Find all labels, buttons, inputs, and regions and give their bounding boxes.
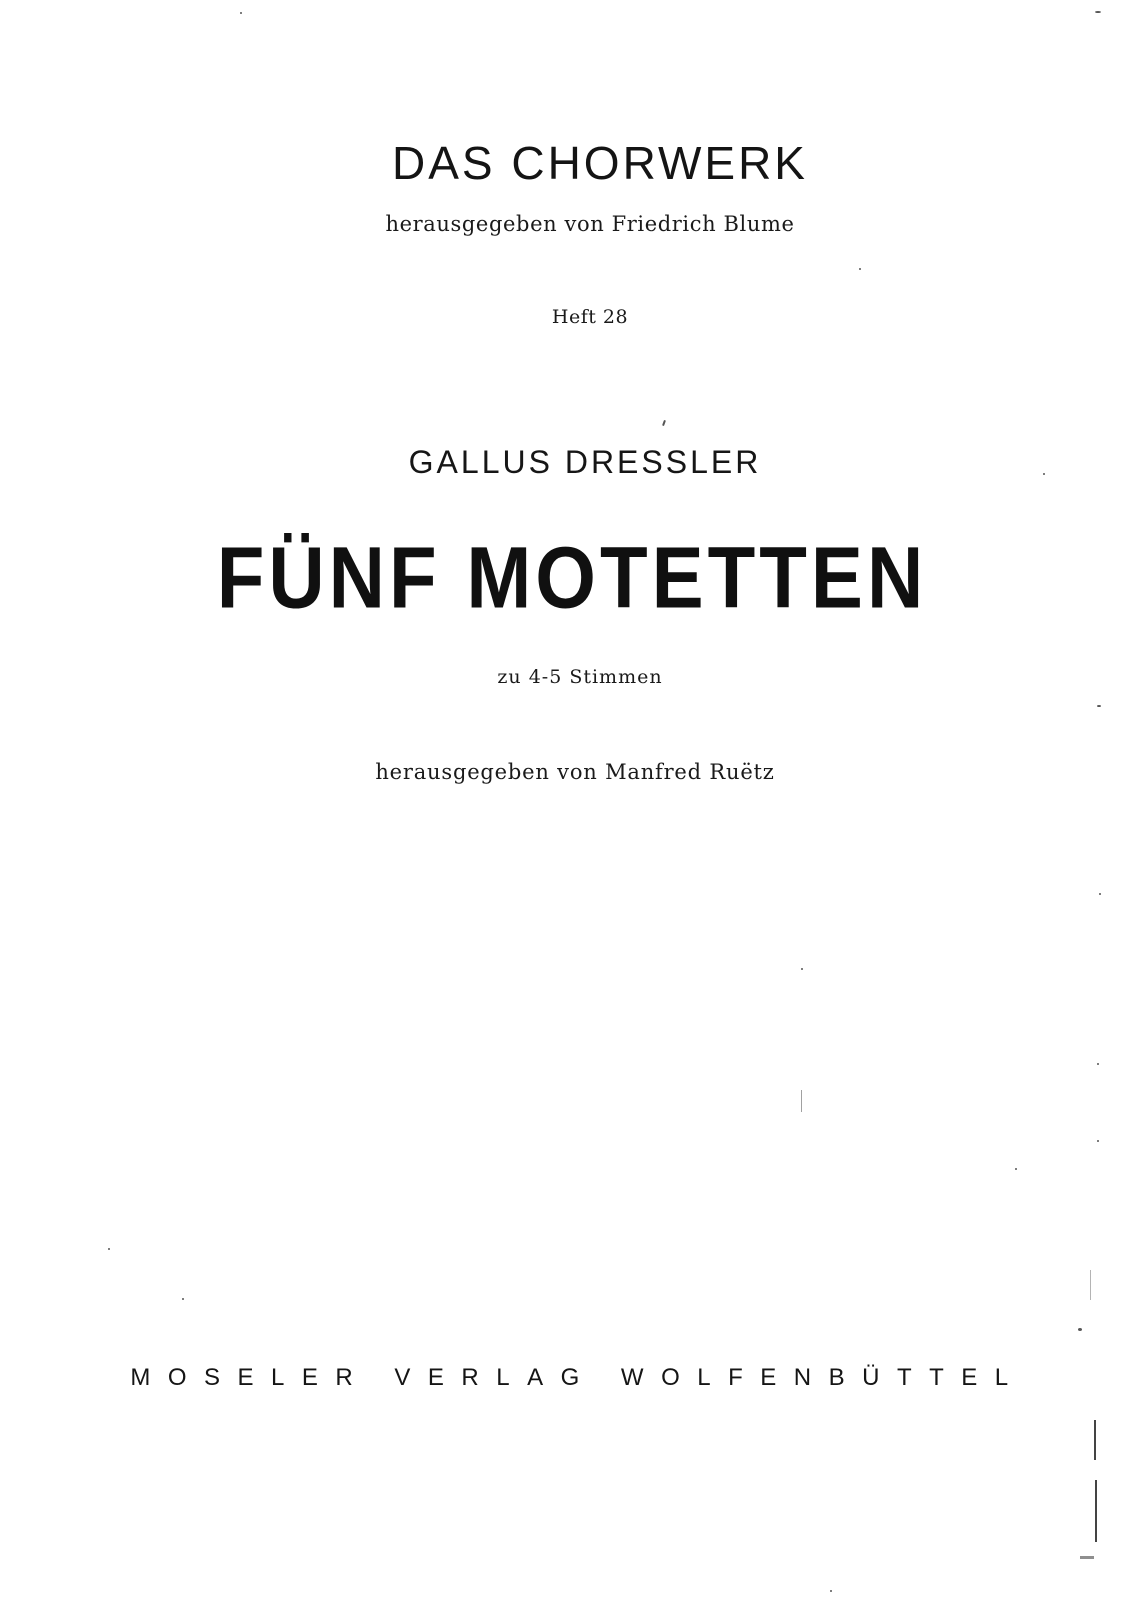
scan-speck xyxy=(1097,1063,1099,1065)
publisher-imprint: MOSELER VERLAG WOLFENBÜTTEL xyxy=(130,1364,1026,1391)
scan-speck xyxy=(662,420,666,426)
scan-speck xyxy=(108,1248,110,1250)
scan-speck xyxy=(1099,893,1101,895)
scan-speck xyxy=(182,1298,184,1300)
scan-speck xyxy=(801,968,803,970)
series-title: DAS CHORWERK xyxy=(392,137,808,189)
scan-speck xyxy=(859,268,861,270)
composer-name: GALLUS DRESSLER xyxy=(408,444,762,480)
scan-edge-line xyxy=(1095,1480,1097,1542)
scan-dotted-line xyxy=(801,1090,802,1112)
voicing: zu 4-5 Stimmen xyxy=(497,666,663,688)
scan-speck xyxy=(1043,473,1045,475)
scan-edge-line xyxy=(1080,1556,1094,1559)
scan-speck xyxy=(830,1590,832,1592)
scan-speck xyxy=(1078,1328,1082,1331)
scan-edge-line xyxy=(1094,1420,1096,1460)
work-title: FÜNF MOTETTEN xyxy=(216,528,928,627)
scan-speck xyxy=(1095,11,1101,13)
scan-speck xyxy=(1015,1168,1017,1170)
scan-speck xyxy=(1097,705,1101,707)
volume-editor-credit: herausgegeben von Manfred Ruëtz xyxy=(375,760,775,784)
scan-edge-line xyxy=(1090,1270,1091,1300)
scan-speck xyxy=(240,12,242,14)
scan-speck xyxy=(1097,1140,1099,1142)
issue-number: Heft 28 xyxy=(551,306,629,328)
series-editor-credit: herausgegeben von Friedrich Blume xyxy=(385,212,795,236)
